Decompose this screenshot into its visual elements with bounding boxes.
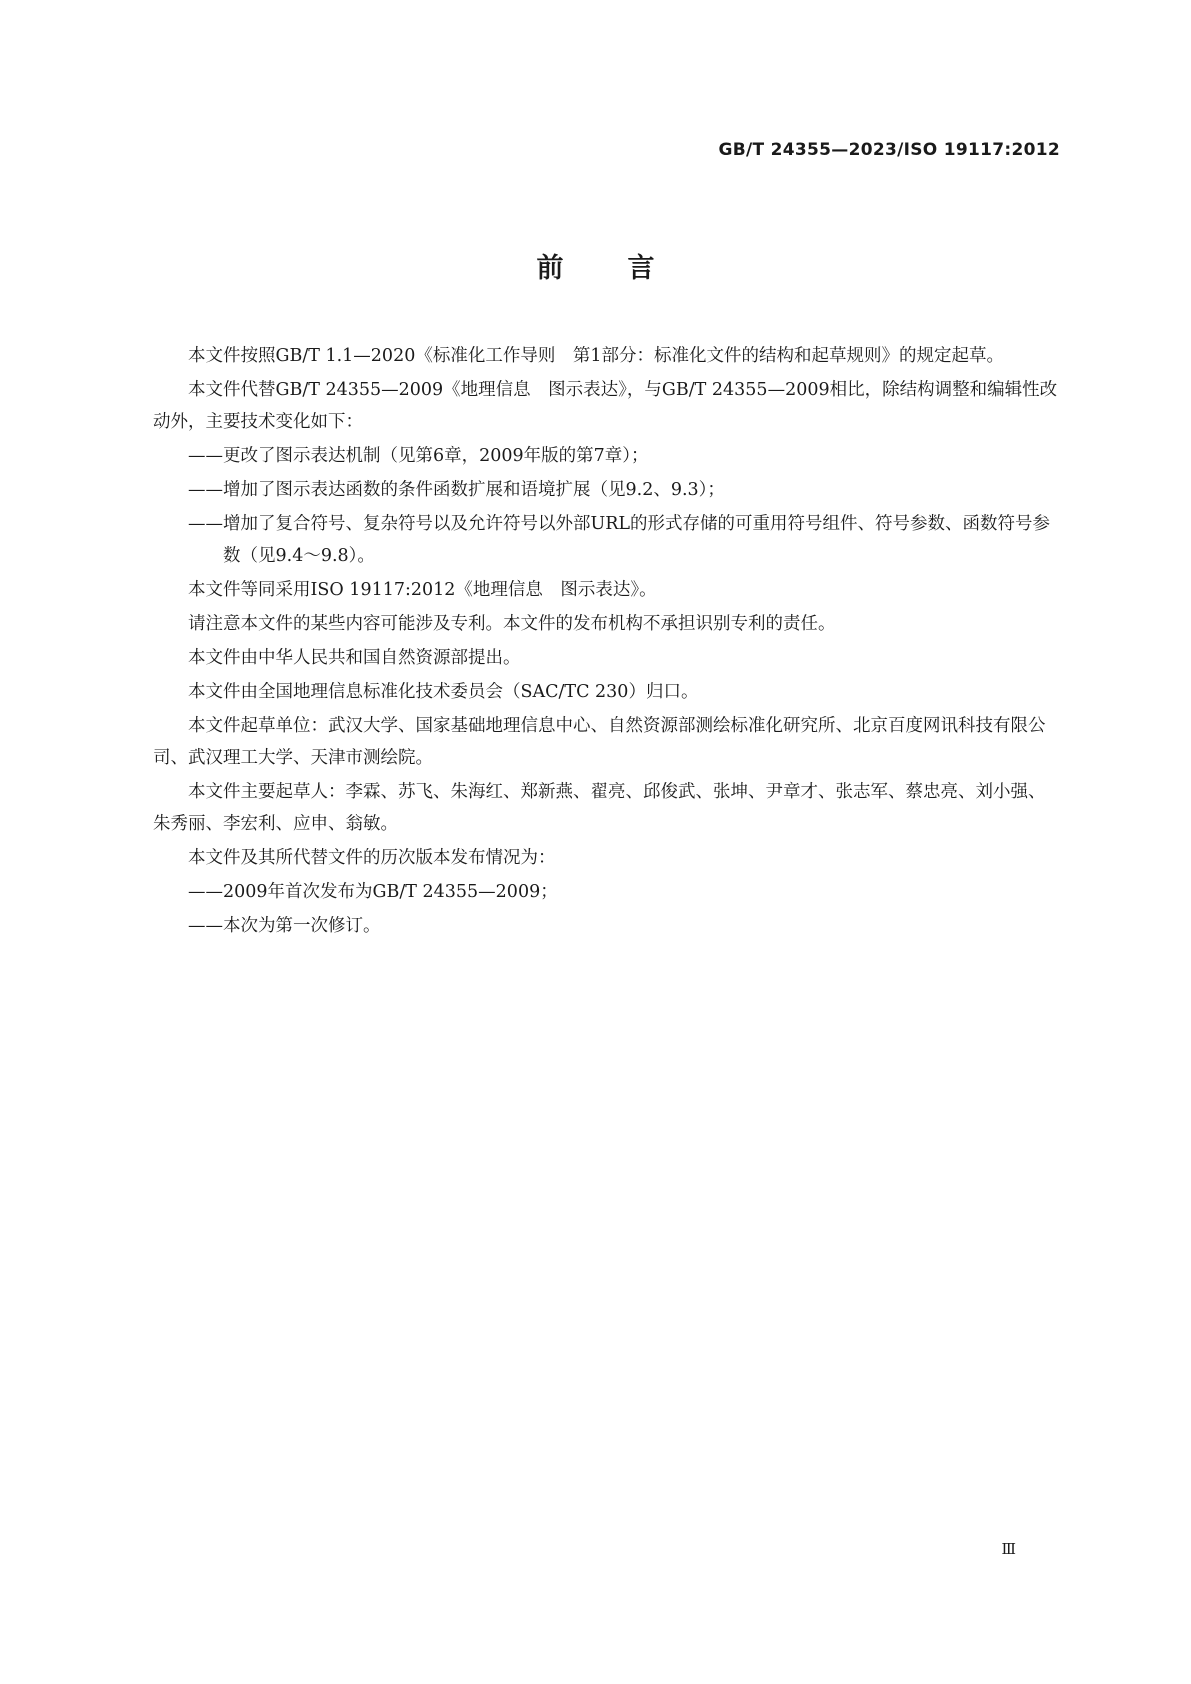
paragraph-patent-notice: 请注意本文件的某些内容可能涉及专利。本文件的发布机构不承担识别专利的责任。 [188,614,836,634]
document-code: GB/T 24355—2023/ISO 19117:2012 [718,140,1060,160]
paragraph-under-jurisdiction: 本文件由全国地理信息标准化技术委员会（SAC/TC 230）归口。 [188,682,699,702]
paragraph-proposed-by: 本文件由中华人民共和国自然资源部提出。 [188,648,521,668]
paragraph-drafting-units: 本文件起草单位：武汉大学、国家基础地理信息中心、自然资源部测绘标准化研究所、北京百度网讯科技有限公司、武汉理工大学、天津市测绘院。 [153,716,1046,768]
list-item-change-extensions: ——增加了图示表达函数的条件函数扩展和语境扩展（见9.2、9.3）； [188,480,725,500]
list-item-first-revision: ——本次为第一次修订。 [188,916,381,936]
paragraph-version-history: 本文件及其所代替文件的历次版本发布情况为： [188,848,556,868]
foreword-body [153,340,1058,944]
page-number: Ⅲ [1001,1540,1016,1558]
list-item-change-symbols: ——增加了复合符号、复杂符号以及允许符号以外部URL的形式存储的可重用符号组件、符号参数、函数符号参数（见9.4～9.8）。 [188,514,1051,566]
paragraph-replaces: 本文件代替GB/T 24355—2009《地理信息 图示表达》，与GB/T 24355—2009相比，除结构调整和编辑性改动外，主要技术变化如下： [153,380,1058,432]
paragraph-iso-adoption: 本文件等同采用ISO 19117:2012《地理信息 图示表达》。 [188,580,657,600]
list-item-change-mechanism: ——更改了图示表达机制（见第6章，2009年版的第7章）； [188,446,649,466]
list-item-first-release: ——2009年首次发布为GB/T 24355—2009； [188,882,558,902]
page-title: 前言 [536,253,719,284]
paragraph-drafting-rules: 本文件按照GB/T 1.1—2020《标准化工作导则 第1部分：标准化文件的结构和起草规则》的规定起草。 [188,346,1004,366]
paragraph-drafters: 本文件主要起草人：李霖、苏飞、朱海红、郑新燕、翟亮、邱俊武、张坤、尹章才、张志军、蔡忠亮、刘小强、朱秀丽、李宏利、应申、翁敏。 [153,782,1046,834]
